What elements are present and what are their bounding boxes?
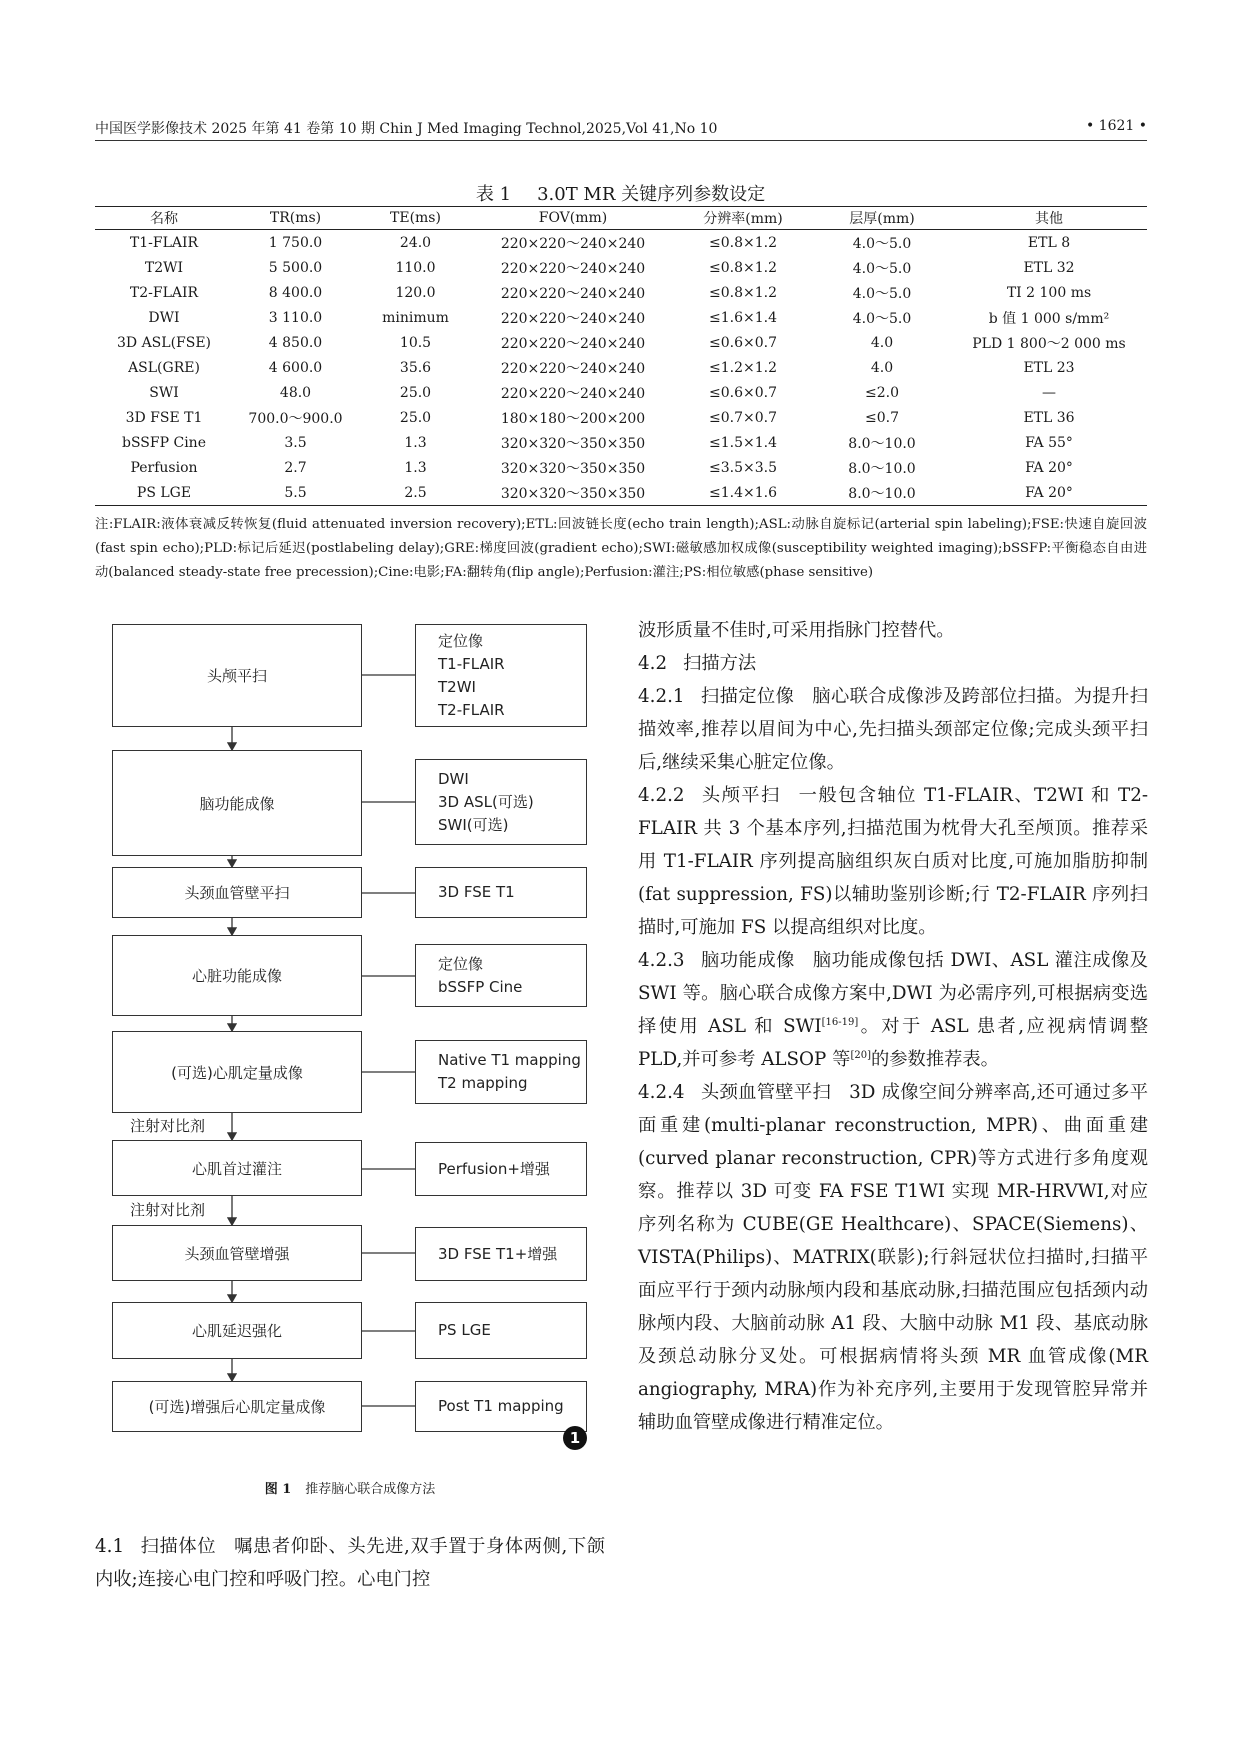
section-text: 脑心联合成像涉及跨部位扫描。为提升扫描效率,推荐以眉间为中心,先扫描头颈部定位像;完成头颈平扫后,继续采集心脏定位像。 xyxy=(638,686,1149,773)
flow-step-first-pass-perfusion: 心肌首过灌注 xyxy=(112,1140,362,1196)
inject-contrast-label: 注射对比剂 xyxy=(130,1117,206,1135)
table-cell: ≤1.4×1.6 xyxy=(673,480,813,506)
sequence-label: T2WI xyxy=(438,677,476,696)
table-cell: 220×220～240×240 xyxy=(500,360,646,377)
section-text: 嘱患者仰卧、头先进,双手置于身体两侧,下颌内收;连接心电门控和呼吸门控。心电门控 xyxy=(95,1536,605,1590)
table-cell: T2WI xyxy=(144,259,184,276)
table-cell: SWI xyxy=(149,384,179,401)
sequence-label: Native T1 mapping xyxy=(438,1051,581,1069)
section-number: 4.1 xyxy=(95,1536,125,1557)
page-number: • 1621 • xyxy=(1085,118,1147,134)
section-number: 4.2.4 xyxy=(638,1082,685,1103)
table-cell: 220×220～240×240 xyxy=(500,235,646,252)
section-heading: 头颅平扫 xyxy=(700,785,781,806)
column-header: 其他 xyxy=(951,207,1147,230)
sequence-label: Perfusion+增强 xyxy=(438,1159,550,1178)
column-header: 层厚(mm) xyxy=(813,207,951,230)
flow-step-vessel-wall-enhanced: 头颈血管壁增强 xyxy=(112,1225,362,1281)
table-cell: 320×320～350×350 xyxy=(500,460,646,477)
table-cell: ETL 8 xyxy=(1027,234,1071,251)
table-cell: 4.0 xyxy=(870,334,894,351)
table-cell: 25.0 xyxy=(399,409,432,426)
flow-sequences-head-scan xyxy=(415,624,587,727)
table-cell: 2.5 xyxy=(358,480,473,506)
flow-step-brain-function: 脑功能成像 xyxy=(112,750,362,856)
citation: [20] xyxy=(850,1049,871,1061)
figure-badge: 1 xyxy=(563,1426,587,1450)
table-cell: 8.0～10.0 xyxy=(813,480,951,506)
table-cell: 4.0～5.0 xyxy=(852,235,912,252)
table-cell: ≤0.8×1.2 xyxy=(709,284,777,301)
table-cell: 220×220～240×240 xyxy=(500,260,646,277)
table-cell: 1.3 xyxy=(404,459,427,476)
table-cell: b 值 1 000 s/mm² xyxy=(988,310,1110,327)
table-cell: ≤0.7 xyxy=(865,409,899,426)
section-4-2 xyxy=(638,647,1148,680)
table-cell: T2-FLAIR xyxy=(129,284,199,301)
flow-sequences-brain-function xyxy=(415,759,587,845)
table-cell: FA 20° xyxy=(951,480,1147,506)
column-header: 分辨率(mm) xyxy=(673,207,813,230)
table-cell: 4 850.0 xyxy=(268,334,323,351)
table-title-text: 3.0T MR 关键序列参数设定 xyxy=(537,184,766,205)
section-heading: 扫描方法 xyxy=(683,653,757,674)
table-cell: 4.0～5.0 xyxy=(852,285,912,302)
citation: [16-19] xyxy=(821,1016,859,1028)
sequence-label: 定位像 xyxy=(438,631,484,650)
flow-step-late-enhancement: 心肌延迟强化 xyxy=(112,1302,362,1359)
flow-step-head-scan: 头颅平扫 xyxy=(112,624,362,727)
column-header: TR(ms) xyxy=(233,207,358,230)
sequence-label: T2-FLAIR xyxy=(438,700,505,719)
table-cell: T1-FLAIR xyxy=(129,234,199,251)
section-heading: 扫描体位 xyxy=(140,1536,217,1557)
table-cell: ASL(GRE) xyxy=(128,359,200,376)
section-4-2-1 xyxy=(638,680,1148,779)
section-text: 一般包含轴位 T1-FLAIR、T2WI 和 T2-FLAIR 共 3 个基本序列,扫描范围为枕骨大孔至颅顶。推荐采用 T1-FLAIR 序列提高脑组织灰白质对比度,可施加脂肪抑制(fat suppression, FS)以辅助鉴别诊断;行 T2-FLAIR 序列扫描时,可施加 FS 以提高组织对比度。 xyxy=(638,785,1148,938)
sequence-label: DWI xyxy=(438,769,469,788)
section-4-2-4 xyxy=(638,1076,1148,1439)
table-cell: 220×220～240×240 xyxy=(500,285,646,302)
column-header: TE(ms) xyxy=(358,207,473,230)
table-cell: 220×220～240×240 xyxy=(500,385,646,402)
table-cell: 10.5 xyxy=(399,334,432,351)
table-cell: PLD 1 800～2 000 ms xyxy=(972,335,1126,352)
table-cell: 5 500.0 xyxy=(268,259,323,276)
table-cell: 320×320～350×350 xyxy=(473,480,673,506)
table-cell: ≤0.8×1.2 xyxy=(709,259,777,276)
figure-caption-text: 推荐脑心联合成像方法 xyxy=(305,1482,436,1497)
section-text: 的参数推荐表。 xyxy=(870,1049,999,1070)
table-cell: ≤2.0 xyxy=(865,384,899,401)
figure-number: 图 1 xyxy=(264,1482,292,1497)
table-cell: 3 110.0 xyxy=(268,309,323,326)
flow-step-vessel-wall-plain: 头颈血管壁平扫 xyxy=(112,867,362,918)
table-cell: minimum xyxy=(382,309,449,326)
paragraph-continuation xyxy=(638,614,1148,647)
table-cell: ≤1.6×1.4 xyxy=(709,309,777,326)
table-cell: ≤0.6×0.7 xyxy=(709,384,777,401)
table-cell: 8.0～10.0 xyxy=(848,460,916,477)
table-cell: 24.0 xyxy=(399,234,432,251)
table-cell: 3.5 xyxy=(284,434,307,451)
journal-info: 中国医学影像技术 2025 年第 41 卷第 10 期 Chin J Med Imaging Technol,2025,Vol 41,No 10 xyxy=(95,121,718,137)
table-cell: ≤0.8×1.2 xyxy=(709,234,777,251)
table-cell: 1.3 xyxy=(404,434,427,451)
figure-caption xyxy=(95,1478,605,1497)
sequence-label: 定位像 xyxy=(438,954,484,973)
flow-step-post-contrast-mapping: (可选)增强后心肌定量成像 xyxy=(112,1381,362,1432)
table-cell: 4.0～5.0 xyxy=(852,310,912,327)
sequence-label: T1-FLAIR xyxy=(438,654,505,673)
table-cell: 4.0 xyxy=(870,359,894,376)
table-cell: 1 750.0 xyxy=(268,234,323,251)
sequence-label: 3D FSE T1 xyxy=(438,883,515,901)
flow-step-myocardial-mapping: (可选)心肌定量成像 xyxy=(112,1031,362,1113)
section-heading: 扫描定位像 xyxy=(700,686,795,707)
table-cell: ETL 36 xyxy=(1023,409,1075,426)
section-number: 4.2.3 xyxy=(638,950,685,971)
sequence-label: 3D ASL(可选) xyxy=(438,792,534,811)
section-text: 波形质量不佳时,可采用指脉门控替代。 xyxy=(638,620,955,641)
table-cell: 5.5 xyxy=(233,480,358,506)
flow-step-cardiac-function: 心脏功能成像 xyxy=(112,935,362,1016)
sequence-label: PS LGE xyxy=(438,1321,491,1339)
sequence-label: 3D FSE T1+增强 xyxy=(438,1244,558,1263)
table-cell: DWI xyxy=(148,309,180,326)
table-cell: FA 20° xyxy=(1025,459,1073,476)
table-cell: FA 55° xyxy=(1025,434,1073,451)
flow-sequences-myocardial-mapping xyxy=(415,1040,587,1104)
flow-sequences-vessel-wall-plain xyxy=(415,867,587,918)
table-cell: 220×220～240×240 xyxy=(500,335,646,352)
table-cell: ≤0.6×0.7 xyxy=(709,334,777,351)
table-cell: 120.0 xyxy=(395,284,436,301)
body-right-column xyxy=(638,614,1148,1439)
sequence-label: T2 mapping xyxy=(438,1074,528,1092)
section-heading: 头颈血管壁平扫 xyxy=(700,1082,832,1103)
table-cell: PS LGE xyxy=(95,480,233,506)
section-text: 脑功能成像包括 DWI、ASL 灌注成像及 SWI 等。脑心联合成像方案中,DWI 为必需序列,可根据病变选择使用 ASL 和 SWI xyxy=(638,950,1149,1037)
section-4-1 xyxy=(95,1530,605,1596)
table-cell: 220×220～240×240 xyxy=(500,310,646,327)
section-number: 4.2 xyxy=(638,653,668,674)
inject-contrast-label: 注射对比剂 xyxy=(130,1201,206,1219)
table-cell: 4.0～5.0 xyxy=(852,260,912,277)
section-4-2-3 xyxy=(638,944,1148,1076)
section-number: 4.2.2 xyxy=(638,785,685,806)
sequence-label: SWI(可选) xyxy=(438,815,509,834)
table-cell: 25.0 xyxy=(399,384,432,401)
table-cell: 3D FSE T1 xyxy=(125,409,203,426)
table-number: 表 1 xyxy=(475,184,512,205)
sequence-label: Post T1 mapping xyxy=(438,1397,564,1415)
flow-sequences-cardiac-function xyxy=(415,944,587,1007)
section-text: 。对于 ASL 患者,应视病情调整 PLD,并可参考 ALSOP 等 xyxy=(638,1016,1148,1070)
table-cell: ETL 32 xyxy=(1023,259,1075,276)
table-cell: bSSFP Cine xyxy=(122,434,206,451)
table-note: 注:FLAIR:液体衰减反转恢复(fluid attenuated inversion recovery);ETL:回波链长度(echo train length);ASL:动脉自旋标记(arterial spin labeling);FSE:快速自旋回波(fast spin echo);PLD:标记后延迟(postlabeling delay);GRE:梯度回波(gradient echo);SWI:磁敏感加权成像(susceptibility weighted imaging);bSSFP:平衡稳态自由进动(balanced steady-state free precession);Cine:电影;FA:翻转角(flip angle);Perfusion:灌注;PS:相位敏感(phase sensitive) xyxy=(95,517,1147,580)
table-cell: 700.0～900.0 xyxy=(248,410,343,427)
table-cell: 35.6 xyxy=(399,359,432,376)
table-cell: 4 600.0 xyxy=(268,359,323,376)
flow-sequences-first-pass-perfusion xyxy=(415,1142,587,1196)
table-cell: ≤0.7×0.7 xyxy=(709,409,777,426)
table-cell: 110.0 xyxy=(395,259,436,276)
table-cell: Perfusion xyxy=(130,459,198,476)
section-text: 3D 成像空间分辨率高,还可通过多平面重建(multi-planar reconstruction, MPR)、曲面重建(curved planar reconstruction, CPR)等方式进行多角度观察。推荐以 3D 可变 FA FSE T1WI 实现 MR-HRVWI,对应序列名称为 CUBE(GE Healthcare)、SPACE(Siemens)、VISTA(Philips)、MATRIX(联影);行斜冠状位扫描时,扫描平面应平行于颈内动脉颅内段和基底动脉,扫描范围应包括颈内动脉颅内段、大脑前动脉 A1 段、大脑中动脉 M1 段、基底动脉及颈总动脉分叉处。可根据病情将头颈 MR 血管成像(MR angiography, MRA)作为补充序列,主要用于发现管腔异常并辅助血管壁成像进行精准定位。 xyxy=(638,1082,1148,1433)
column-header: 名称 xyxy=(95,207,233,230)
table-cell: ≤1.2×1.2 xyxy=(709,359,777,376)
table-cell: 2.7 xyxy=(284,459,307,476)
table-cell: 180×180～200×200 xyxy=(500,410,646,427)
table-cell: ≤3.5×3.5 xyxy=(709,459,777,476)
flow-sequences-vessel-wall-enhanced xyxy=(415,1227,587,1281)
section-number: 4.2.1 xyxy=(638,686,685,707)
table-cell: 48.0 xyxy=(279,384,312,401)
table-cell: ETL 23 xyxy=(1023,359,1075,376)
body-left-column xyxy=(95,1530,605,1596)
flow-sequences-late-enhancement xyxy=(415,1302,587,1359)
section-heading: 脑功能成像 xyxy=(700,950,795,971)
table-cell: 8.0～10.0 xyxy=(848,435,916,452)
table-cell: TI 2 100 ms xyxy=(1006,284,1092,301)
column-header: FOV(mm) xyxy=(473,207,673,230)
flow-sequences-post-contrast-mapping xyxy=(415,1381,587,1432)
table-cell: ≤1.5×1.4 xyxy=(709,434,777,451)
section-4-2-2 xyxy=(638,779,1148,944)
sequence-label: bSSFP Cine xyxy=(438,977,523,996)
table-cell: 320×320～350×350 xyxy=(500,435,646,452)
table-cell: — xyxy=(1042,384,1056,401)
table-cell: 8 400.0 xyxy=(268,284,323,301)
table-cell: 3D ASL(FSE) xyxy=(116,334,212,351)
